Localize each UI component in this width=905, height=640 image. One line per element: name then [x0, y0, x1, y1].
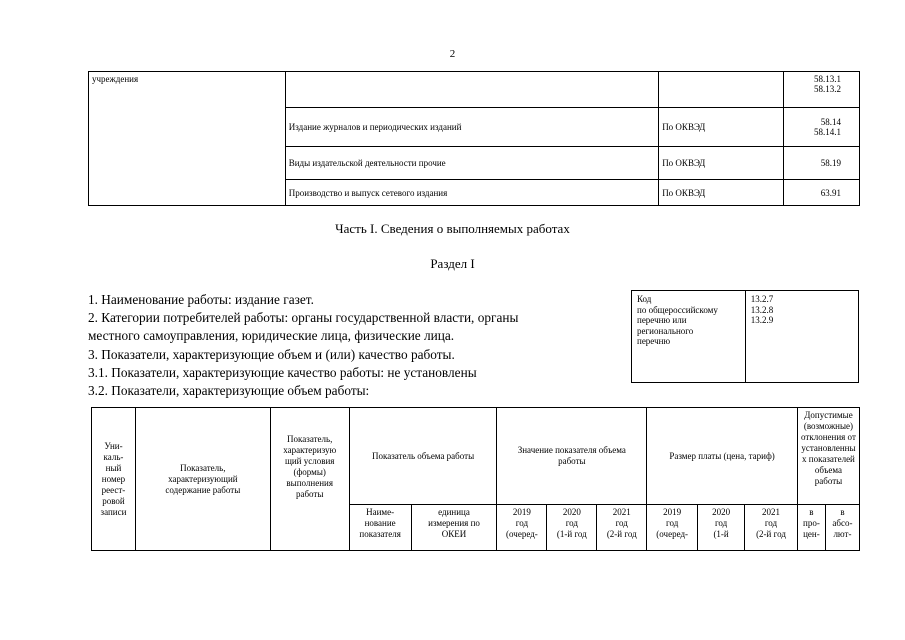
work-volume-table: [91, 407, 860, 551]
header-text: содержание работы: [165, 484, 241, 495]
header-text: объема: [814, 465, 843, 475]
header-text: лют-: [833, 529, 852, 539]
header-text: (2-й год: [606, 529, 637, 539]
header-text: в: [809, 507, 814, 517]
page-number: 2: [449, 48, 456, 60]
activity-cell: [285, 72, 658, 108]
header-text: работы: [814, 476, 843, 486]
header-text: х показателей: [802, 454, 855, 464]
header-text: показателя: [359, 529, 401, 539]
code-box-label-line: регионального: [637, 325, 694, 336]
classifier-cell: [659, 72, 784, 108]
table-header-row: [92, 408, 860, 505]
code-value: 63.91: [820, 187, 841, 198]
header-text: (2-й год: [756, 529, 786, 539]
registry-code: 13.2.8: [750, 304, 774, 315]
header-text: год: [565, 518, 578, 528]
code-value: 58.14.1: [814, 127, 841, 137]
header-text: работы: [295, 489, 324, 499]
header-text: Уни-: [104, 440, 123, 451]
code-box-label-line: перечню или: [637, 315, 687, 326]
header-unique-number: [92, 408, 136, 551]
header-text: абсо-: [832, 518, 853, 528]
header-text: год: [515, 518, 529, 528]
header-text: характеризующий: [168, 473, 238, 484]
header-text: Показатель,: [287, 434, 333, 444]
subheader-fee-2021: [745, 505, 798, 551]
info-line: 3. Показатели, характеризующие объем и (или) качество работы.: [88, 346, 455, 362]
activity-cell: Издание журналов и периодических изданий: [285, 108, 658, 147]
registry-code: 13.2.9: [750, 315, 774, 326]
subheader-value-2019: [497, 505, 547, 551]
header-text: установленны: [801, 443, 856, 453]
header-text: измерения по: [428, 518, 480, 528]
header-text: год: [666, 518, 679, 528]
header-text: 2020: [712, 507, 731, 517]
header-text: единица: [438, 507, 470, 517]
header-text: ОКЕИ: [441, 529, 467, 539]
header-text: 2021: [761, 507, 780, 517]
header-allowed-deviation: [797, 408, 859, 505]
info-line: 2. Категории потребителей работы: органы государственной власти, органы: [88, 310, 519, 326]
code-value: 58.13.2: [814, 84, 841, 94]
subheader-value-2021: [597, 505, 647, 551]
registry-code: 13.2.7: [750, 294, 774, 304]
work-info: [88, 291, 618, 400]
header-text: номер: [101, 473, 126, 484]
subheader-deviation-absolute: [825, 505, 859, 551]
header-text: (формы): [293, 467, 326, 477]
classifier-cell: По ОКВЭД: [659, 180, 784, 206]
subheader-fee-2019: [647, 505, 698, 551]
header-text: в: [840, 507, 845, 517]
registry-code-box: [631, 290, 859, 383]
header-text: цен-: [803, 529, 820, 539]
subheader-unit: [411, 505, 497, 551]
code-value: 58.14: [820, 117, 841, 127]
institution-cell: [89, 72, 286, 206]
code-box-values: [745, 291, 858, 383]
header-text: (возможные): [803, 421, 854, 431]
classifier-cell: По ОКВЭД: [659, 108, 784, 147]
code-box-label-line: перечню: [637, 336, 671, 347]
header-text: реест-: [101, 484, 126, 495]
subheader-indicator-name: [349, 505, 411, 551]
header-text: Наиме-: [366, 507, 395, 517]
header-text: выполнения: [286, 478, 333, 488]
header-volume-indicator: Показатель объема работы: [349, 408, 497, 505]
header-text: (1-й: [713, 529, 729, 539]
header-text: год: [764, 518, 778, 528]
info-line: местного самоуправления, юридические лица, физические лица.: [88, 328, 455, 344]
header-text: 2021: [612, 507, 631, 517]
info-line: 3.2. Показатели, характеризующие объем работы:: [88, 383, 370, 399]
code-box-label: [632, 291, 746, 383]
header-text: ный: [105, 462, 122, 473]
header-text: работы: [558, 456, 586, 466]
info-line: 1. Наименование работы: издание газет.: [88, 292, 314, 307]
code-cell: [784, 72, 860, 108]
header-work-content: [135, 408, 270, 551]
header-text: Показатель,: [180, 462, 226, 473]
code-value: 58.19: [820, 158, 841, 168]
header-text: записи: [100, 506, 127, 517]
table-row: [89, 72, 860, 108]
header-text: 2019: [663, 507, 682, 517]
header-fee: Размер платы (цена, тариф): [647, 408, 798, 505]
header-text: (очеред-: [506, 529, 538, 539]
header-text: Значение показателя объема: [517, 445, 626, 455]
code-cell: [784, 147, 860, 180]
header-text: отклонения от: [801, 432, 856, 442]
header-text: нование: [364, 518, 396, 528]
code-value: 58.13.1: [814, 74, 841, 84]
header-text: (1-й год: [556, 529, 587, 539]
subheader-value-2020: [547, 505, 597, 551]
part-title: Часть I. Сведения о выполняемых работах: [335, 221, 570, 236]
activity-cell: Виды издательской деятельности прочие: [285, 147, 658, 180]
header-volume-value: [497, 408, 647, 505]
code-box-label-line: Код: [637, 294, 652, 304]
institution-label: учреждения: [92, 74, 139, 84]
header-text: ровой: [102, 495, 125, 506]
subheader-deviation-percent: [797, 505, 825, 551]
header-text: щий условия: [284, 456, 335, 466]
activity-cell: Производство и выпуск сетевого издания: [285, 180, 658, 206]
section-title: Раздел I: [430, 256, 475, 271]
header-text: 2020: [562, 507, 581, 517]
info-line: 3.1. Показатели, характеризующие качество работы: не установлены: [88, 364, 477, 380]
header-work-conditions: [270, 408, 349, 551]
code-cell: [784, 108, 860, 147]
header-text: год: [714, 518, 728, 528]
code-box-label-line: по общероссийскому: [637, 304, 718, 315]
header-text: Допустимые: [804, 410, 853, 420]
header-text: 2019: [512, 507, 531, 517]
header-text: год: [615, 518, 628, 528]
code-cell: [784, 180, 860, 206]
okved-table: [88, 71, 860, 206]
header-text: (очеред-: [656, 529, 689, 539]
classifier-cell: По ОКВЭД: [659, 147, 784, 180]
header-text: каль-: [103, 451, 124, 462]
subheader-fee-2020: [698, 505, 745, 551]
header-text: про-: [803, 518, 820, 528]
header-text: характеризую: [283, 445, 337, 455]
